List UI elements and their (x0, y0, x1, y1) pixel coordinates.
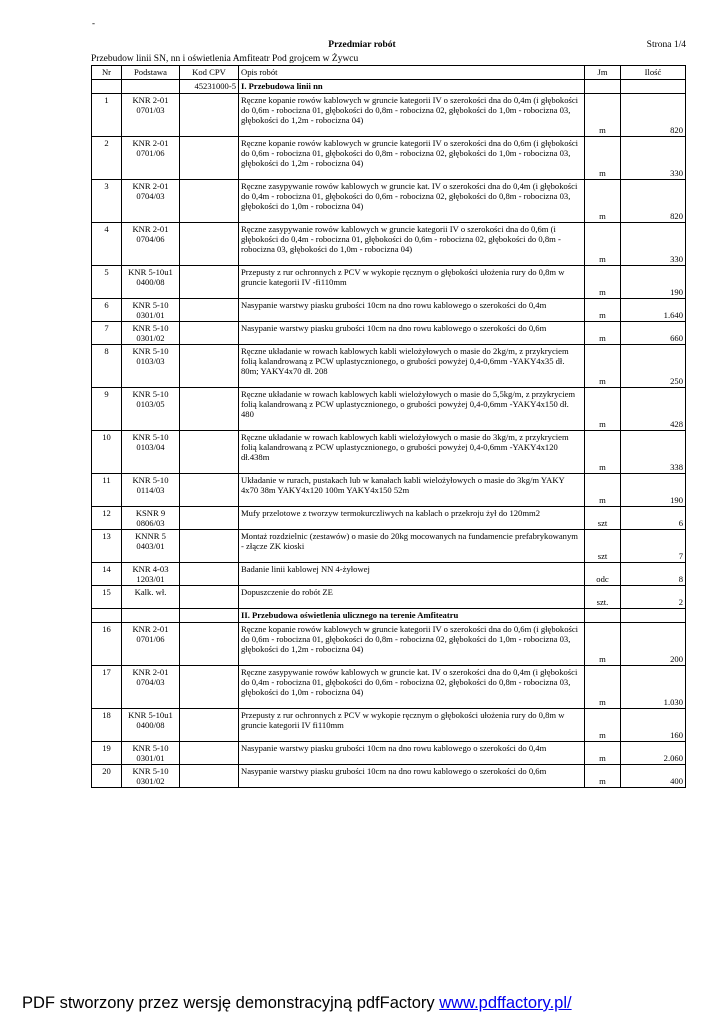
description-cell: Ręczne układanie w rowach kablowych kabli wielożyłowych o masie do 2kg/m, z przykryciem folią kalandrowaną z PCW uplastycznionego, o grubości powyżej 0,4-0,6mm -YAKY4x35 dł. 80m; YAKY4x70 dł. 208 (239, 345, 585, 388)
cpv-cell: 45231000-5 (180, 80, 239, 94)
base-cell: KNR 5-10 0114/03 (122, 474, 180, 507)
table-row (92, 345, 686, 388)
cpv-cell (180, 623, 239, 666)
unit-cell (585, 609, 621, 623)
pdf-footer (22, 994, 572, 1013)
cpv-cell (180, 299, 239, 322)
description-cell: Ręczne kopanie rowów kablowych w gruncie kategorii IV o szerokości dna do 0,6m (i głębokości do 0,6m - robocizna 01, głębokości do 0,8m - robocizna 02, głębokości do 1,0m - robocizna 03, głębokości do 1,2m - robocizna 04) (239, 137, 585, 180)
base-cell: KNR 5-10 0103/05 (122, 388, 180, 431)
base-cell: KNR 5-10 0103/04 (122, 431, 180, 474)
base-cell: KNR 2-01 0704/06 (122, 223, 180, 266)
nr-cell: 18 (92, 709, 122, 742)
cpv-cell (180, 666, 239, 709)
table-row (92, 530, 686, 563)
description-cell: Ręczne kopanie rowów kablowych w gruncie kategorii IV o szerokości dna do 0,4m (i głębokości do 0,6m - robocizna 01, głębokości do 0,8m - robocizna 02, głębokości do 1,0m - robocizna 03, głębokości do 1,2m - robocizna 04) (239, 94, 585, 137)
nr-cell: 17 (92, 666, 122, 709)
description-cell: Nasypanie warstwy piasku grubości 10cm na dno rowu kablowego o szerokości do 0,4m (239, 742, 585, 765)
description-cell: Nasypanie warstwy piasku grubości 10cm na dno rowu kablowego o szerokości do 0,6m (239, 322, 585, 345)
nr-cell: 8 (92, 345, 122, 388)
base-cell (122, 609, 180, 623)
description-cell: Montaż rozdzielnic (zestawów) o masie do 20kg mocowanych na fundamencie prefabrykowanym - złącze ZK kioski (239, 530, 585, 563)
unit-cell: odc (585, 563, 621, 586)
nr-cell: 14 (92, 563, 122, 586)
footer-text: PDF stworzony przez wersję demonstracyjną pdfFactory (22, 994, 440, 1012)
description-cell: Ręczne zasypywanie rowów kablowych w gruncie kategorii IV o szerokości dna do 0,6m (i głębokości do 0,4m - robocizna 01, głębokości do 0,6m - robocizna 02, głębokości do 0,8m - robocizna 03, głębokości do 1,0m - robocizna 04) (239, 223, 585, 266)
table-row (92, 223, 686, 266)
table-row (92, 586, 686, 609)
table-row (92, 137, 686, 180)
base-cell: KNR 5-10 0301/02 (122, 322, 180, 345)
description-cell: Przepusty z rur ochronnych z PCV w wykopie ręcznym o głębokości ułożenia rury do 0,8m w gruncie kategorii IV -fi110mm (239, 266, 585, 299)
nr-cell: 12 (92, 507, 122, 530)
quantity-cell: 2.060 (621, 742, 686, 765)
unit-cell: m (585, 623, 621, 666)
unit-cell: m (585, 266, 621, 299)
nr-cell: 13 (92, 530, 122, 563)
cpv-cell (180, 709, 239, 742)
nr-cell (92, 609, 122, 623)
nr-cell: 6 (92, 299, 122, 322)
quantity-cell: 1.030 (621, 666, 686, 709)
unit-cell: m (585, 322, 621, 345)
cpv-cell (180, 266, 239, 299)
quantity-cell: 200 (621, 623, 686, 666)
unit-cell: m (585, 431, 621, 474)
column-header-quantity: Ilość (621, 66, 686, 80)
document-title: Przedmiar robót (328, 40, 396, 50)
section-row (92, 609, 686, 623)
nr-cell: 20 (92, 765, 122, 788)
table-row (92, 507, 686, 530)
cpv-cell (180, 388, 239, 431)
cpv-cell (180, 322, 239, 345)
table-body (92, 80, 686, 788)
description-cell: Układanie w rurach, pustakach lub w kanałach kabli wielożyłowych o masie do 3kg/m YAKY 4x70 38m YAKY4x120 100m YAKY4x150 52m (239, 474, 585, 507)
unit-cell: m (585, 742, 621, 765)
table-header-row (92, 66, 686, 80)
base-cell: Kalk. wł. (122, 586, 180, 609)
section-row (92, 80, 686, 94)
unit-cell: m (585, 94, 621, 137)
quantity-cell: 330 (621, 223, 686, 266)
unit-cell: m (585, 299, 621, 322)
column-header-base: Podstawa (122, 66, 180, 80)
quantity-cell: 1.640 (621, 299, 686, 322)
table-row (92, 765, 686, 788)
nr-cell: 11 (92, 474, 122, 507)
base-cell: KNR 2-01 0701/03 (122, 94, 180, 137)
quantity-cell: 820 (621, 94, 686, 137)
base-cell: KNR 5-10u1 0400/08 (122, 266, 180, 299)
cpv-cell (180, 474, 239, 507)
column-header-cpv: Kod CPV (180, 66, 239, 80)
nr-cell: 4 (92, 223, 122, 266)
cpv-cell (180, 563, 239, 586)
cpv-cell (180, 223, 239, 266)
table-row (92, 623, 686, 666)
base-cell: KNR 2-01 0701/06 (122, 137, 180, 180)
base-cell: KNR 5-10 0301/01 (122, 742, 180, 765)
unit-cell: m (585, 345, 621, 388)
cpv-cell (180, 345, 239, 388)
base-cell: KNR 5-10 0301/02 (122, 765, 180, 788)
quantity-cell: 330 (621, 137, 686, 180)
nr-cell: 3 (92, 180, 122, 223)
cpv-cell (180, 180, 239, 223)
table-row (92, 322, 686, 345)
nr-cell: 2 (92, 137, 122, 180)
unit-cell (585, 80, 621, 94)
quantity-cell: 190 (621, 266, 686, 299)
base-cell: KNR 2-01 0704/03 (122, 180, 180, 223)
cpv-cell (180, 586, 239, 609)
unit-cell: m (585, 223, 621, 266)
description-cell: Nasypanie warstwy piasku grubości 10cm na dno rowu kablowego o szerokości do 0,4m (239, 299, 585, 322)
column-header-unit: Jm (585, 66, 621, 80)
description-cell: Dopuszczenie do robót ZE (239, 586, 585, 609)
quantity-cell (621, 80, 686, 94)
section-title: II. Przebudowa oświetlenia ulicznego na terenie Amfiteatru (239, 609, 585, 623)
unit-cell: szt (585, 507, 621, 530)
base-cell: KNR 4-03 1203/01 (122, 563, 180, 586)
table-row (92, 180, 686, 223)
quantity-cell: 660 (621, 322, 686, 345)
cpv-cell (180, 137, 239, 180)
cpv-cell (180, 94, 239, 137)
base-cell: KNR 2-01 0704/03 (122, 666, 180, 709)
description-cell: Ręczne układanie w rowach kablowych kabli wielożyłowych o masie do 5,5kg/m, z przykryciem folią kalandrowaną z PCW uplastycznionego, o grubości powyżej 0,4-0,6mm -YAKY4x150 dł. 480 (239, 388, 585, 431)
table-row (92, 388, 686, 431)
nr-cell: 15 (92, 586, 122, 609)
description-cell: Ręczne zasypywanie rowów kablowych w gruncie kat. IV o szerokości dna do 0,4m (i głębokości do 0,4m - robocizna 01, głębokości do 0,6m - robocizna 02, głębokości do 0,8m - robocizna 03, głębokości do 1,0m - robocizna 04) (239, 666, 585, 709)
page-number: Strona 1/4 (646, 40, 686, 50)
quantity-cell: 400 (621, 765, 686, 788)
base-cell: KNR 5-10u1 0400/08 (122, 709, 180, 742)
base-cell: KNNR 5 0403/01 (122, 530, 180, 563)
nr-cell: 19 (92, 742, 122, 765)
unit-cell: szt. (585, 586, 621, 609)
description-cell: Badanie linii kablowej NN 4-żyłowej (239, 563, 585, 586)
unit-cell: m (585, 180, 621, 223)
quantity-cell: 160 (621, 709, 686, 742)
quantity-cell: 7 (621, 530, 686, 563)
quantity-cell: 250 (621, 345, 686, 388)
quantity-cell: 8 (621, 563, 686, 586)
quantity-cell: 338 (621, 431, 686, 474)
cpv-cell (180, 431, 239, 474)
unit-cell: m (585, 666, 621, 709)
quantity-cell: 428 (621, 388, 686, 431)
quantity-cell: 190 (621, 474, 686, 507)
nr-cell: 1 (92, 94, 122, 137)
table-row (92, 266, 686, 299)
cpv-cell (180, 742, 239, 765)
nr-cell: 9 (92, 388, 122, 431)
base-cell: KNR 2-01 0701/06 (122, 623, 180, 666)
quantity-cell: 2 (621, 586, 686, 609)
unit-cell: m (585, 137, 621, 180)
base-cell: KSNR 9 0806/03 (122, 507, 180, 530)
nr-cell (92, 80, 122, 94)
table-row (92, 709, 686, 742)
unit-cell: m (585, 709, 621, 742)
table-row (92, 742, 686, 765)
cpv-cell (180, 609, 239, 623)
unit-cell: m (585, 765, 621, 788)
nr-cell: 7 (92, 322, 122, 345)
section-title: I. Przebudowa linii nn (239, 80, 585, 94)
header-mark: - (92, 18, 95, 28)
table-row (92, 299, 686, 322)
base-cell: KNR 5-10 0301/01 (122, 299, 180, 322)
description-cell: Ręczne zasypywanie rowów kablowych w gruncie kat. IV o szerokości dna do 0,4m (i głębokości do 0,4m - robocizna 01, głębokości do 0,6m - robocizna 02, głębokości do 0,8m - robocizna 03, głębokości do 1,0m - robocizna 04) (239, 180, 585, 223)
footer-link[interactable]: www.pdffactory.pl/ (439, 994, 572, 1012)
column-header-description: Opis robót (239, 66, 585, 80)
nr-cell: 10 (92, 431, 122, 474)
bill-of-quantities-table (91, 65, 686, 788)
description-cell: Mufy przelotowe z tworzyw termokurczliwych na kablach o przekroju żył do 120mm2 (239, 507, 585, 530)
table-row (92, 563, 686, 586)
table-row (92, 94, 686, 137)
quantity-cell (621, 609, 686, 623)
quantity-cell: 820 (621, 180, 686, 223)
table-row (92, 666, 686, 709)
table-row (92, 474, 686, 507)
unit-cell: m (585, 388, 621, 431)
project-name: Przebudow linii SN, nn i oświetlenia Amfiteatr Pod grojcem w Żywcu (91, 54, 359, 64)
description-cell: Przepusty z rur ochronnych z PCV w wykopie ręcznym o głębokości ułożenia rury do 0,8m w gruncie kategorii IV fi110mm (239, 709, 585, 742)
unit-cell: m (585, 474, 621, 507)
cpv-cell (180, 765, 239, 788)
description-cell: Ręczne kopanie rowów kablowych w gruncie kategorii IV o szerokości dna do 0,6m (i głębokości do 0,6m - robocizna 01, głębokości do 0,8m - robocizna 02, głębokości do 1,0m - robocizna 03, głębokości do 1,2m - robocizna 04) (239, 623, 585, 666)
description-cell: Ręczne układanie w rowach kablowych kabli wielożyłowych o masie do 3kg/m, z przykryciem folią kalandrowaną z PCW uplastycznionego, o grubości powyżej 0,4-0,6mm -YAKY4x120 dł.438m (239, 431, 585, 474)
table-row (92, 431, 686, 474)
base-cell: KNR 5-10 0103/03 (122, 345, 180, 388)
cpv-cell (180, 507, 239, 530)
nr-cell: 5 (92, 266, 122, 299)
base-cell (122, 80, 180, 94)
column-header-nr: Nr (92, 66, 122, 80)
description-cell: Nasypanie warstwy piasku grubości 10cm na dno rowu kablowego o szerokości do 0,6m (239, 765, 585, 788)
nr-cell: 16 (92, 623, 122, 666)
quantity-cell: 6 (621, 507, 686, 530)
unit-cell: szt (585, 530, 621, 563)
cpv-cell (180, 530, 239, 563)
